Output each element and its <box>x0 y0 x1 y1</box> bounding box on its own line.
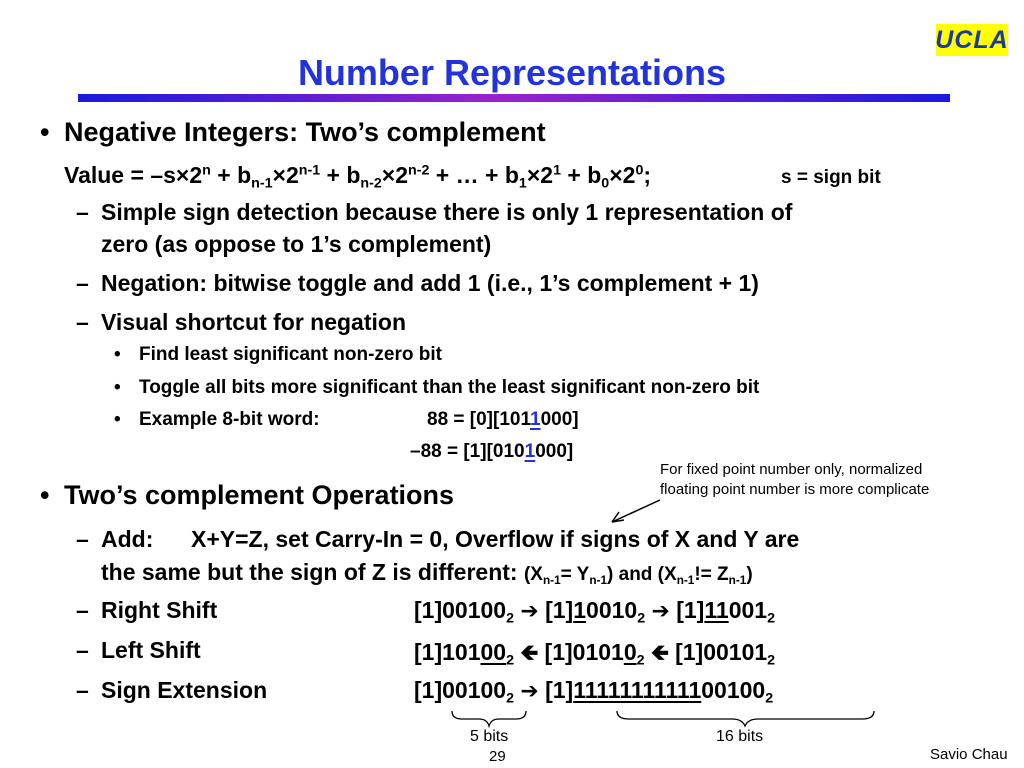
bullet1-heading: Negative Integers: Two’s complement <box>64 117 546 147</box>
example-label: Example 8-bit word: <box>139 409 320 430</box>
dash: – <box>76 597 89 623</box>
example-negative: –88 = [1][0101000] <box>410 441 574 462</box>
bullet-dot: • <box>40 480 50 510</box>
sign-extension-values: $[1]00100_2$ ➔ $[1]1111111111100100_2$ <box>414 677 774 707</box>
page-number: 29 <box>489 748 506 765</box>
left-shift-label: Left Shift <box>101 637 201 663</box>
sub-bullet-dot: • <box>114 409 121 430</box>
author-name: Savio Chau <box>930 746 1008 763</box>
add-cont: the same but the sign of Z is different: $(X_{n-1}= Y_{n-1})$ and $(X_{n-1}!= Z_{n-1})$ <box>101 559 753 587</box>
sub1-cont-text: zero (as oppose to 1’s complement) <box>101 231 492 257</box>
left-shift-values: $[1]10100_2$ 🡸 $[1]01010_2$ 🡸 $[1]00101_2$ <box>414 639 776 669</box>
arrow-right-icon: ➔ <box>520 678 539 703</box>
brace-label-5-bits: 5 bits <box>470 728 509 745</box>
callout-note-line2: floating point number is more complicate <box>660 481 930 498</box>
dash: – <box>76 199 89 225</box>
dash: – <box>76 637 89 663</box>
arrow-right-icon: ➔ <box>520 598 539 623</box>
example-positive: 88 = [0][1011000] <box>427 409 579 430</box>
sub-bullet-dot: • <box>114 377 121 398</box>
add-label: Add: <box>101 526 154 552</box>
slide-title: Number Representations <box>297 52 727 93</box>
brace-label-16-bits: 16 bits <box>716 728 764 745</box>
sign-bit-note: s = sign bit <box>781 167 881 188</box>
bullet2-heading: Two’s complement Operations <box>64 480 455 510</box>
add-text: X+Y=Z, set Carry-In = 0, Overflow if signs of X and Y are <box>191 526 800 552</box>
callout-note-line1: For fixed point number only, normalized <box>660 461 923 478</box>
bullet-dot: • <box>40 117 50 147</box>
arrow-right-icon: ➔ <box>651 598 670 623</box>
arrow-left-icon: 🡸 <box>650 640 669 665</box>
brace-icon <box>617 711 874 726</box>
sub-bullet-dot: • <box>114 344 121 365</box>
sub3-item-2: Toggle all bits more significant than the least significant non-zero bit <box>139 377 760 398</box>
value-formula: Value = $-s\times 2^n + b_{n-1}\times 2^{n-1} + b_{n-2}\times 2^{n-2}$ + … + $b_1\times 2^1 + b_0\times 2^0$; <box>64 162 652 192</box>
dash: – <box>76 270 89 296</box>
brace-icon <box>452 711 526 726</box>
right-shift-label: Right Shift <box>101 597 218 623</box>
sub3-item-1: Find least significant non-zero bit <box>139 344 442 365</box>
dash: – <box>76 309 89 335</box>
logo-text: UCLA <box>935 25 1009 54</box>
dash: – <box>76 526 89 552</box>
sub2-text: Negation: bitwise toggle and add 1 (i.e., 1’s complement + 1) <box>101 270 759 296</box>
sub3-text: Visual shortcut for negation <box>101 309 406 335</box>
arrow-left-icon: 🡸 <box>520 640 539 665</box>
callout-arrow-icon <box>612 500 660 522</box>
dash: – <box>76 677 89 703</box>
sub1-text: Simple sign detection because there is only 1 representation of <box>101 199 793 225</box>
right-shift-values: $[1]00100_2$ ➔ $[1]10010_2$ ➔ $[1]11001_2$ <box>414 597 775 627</box>
sign-extension-label: Sign Extension <box>101 677 268 703</box>
